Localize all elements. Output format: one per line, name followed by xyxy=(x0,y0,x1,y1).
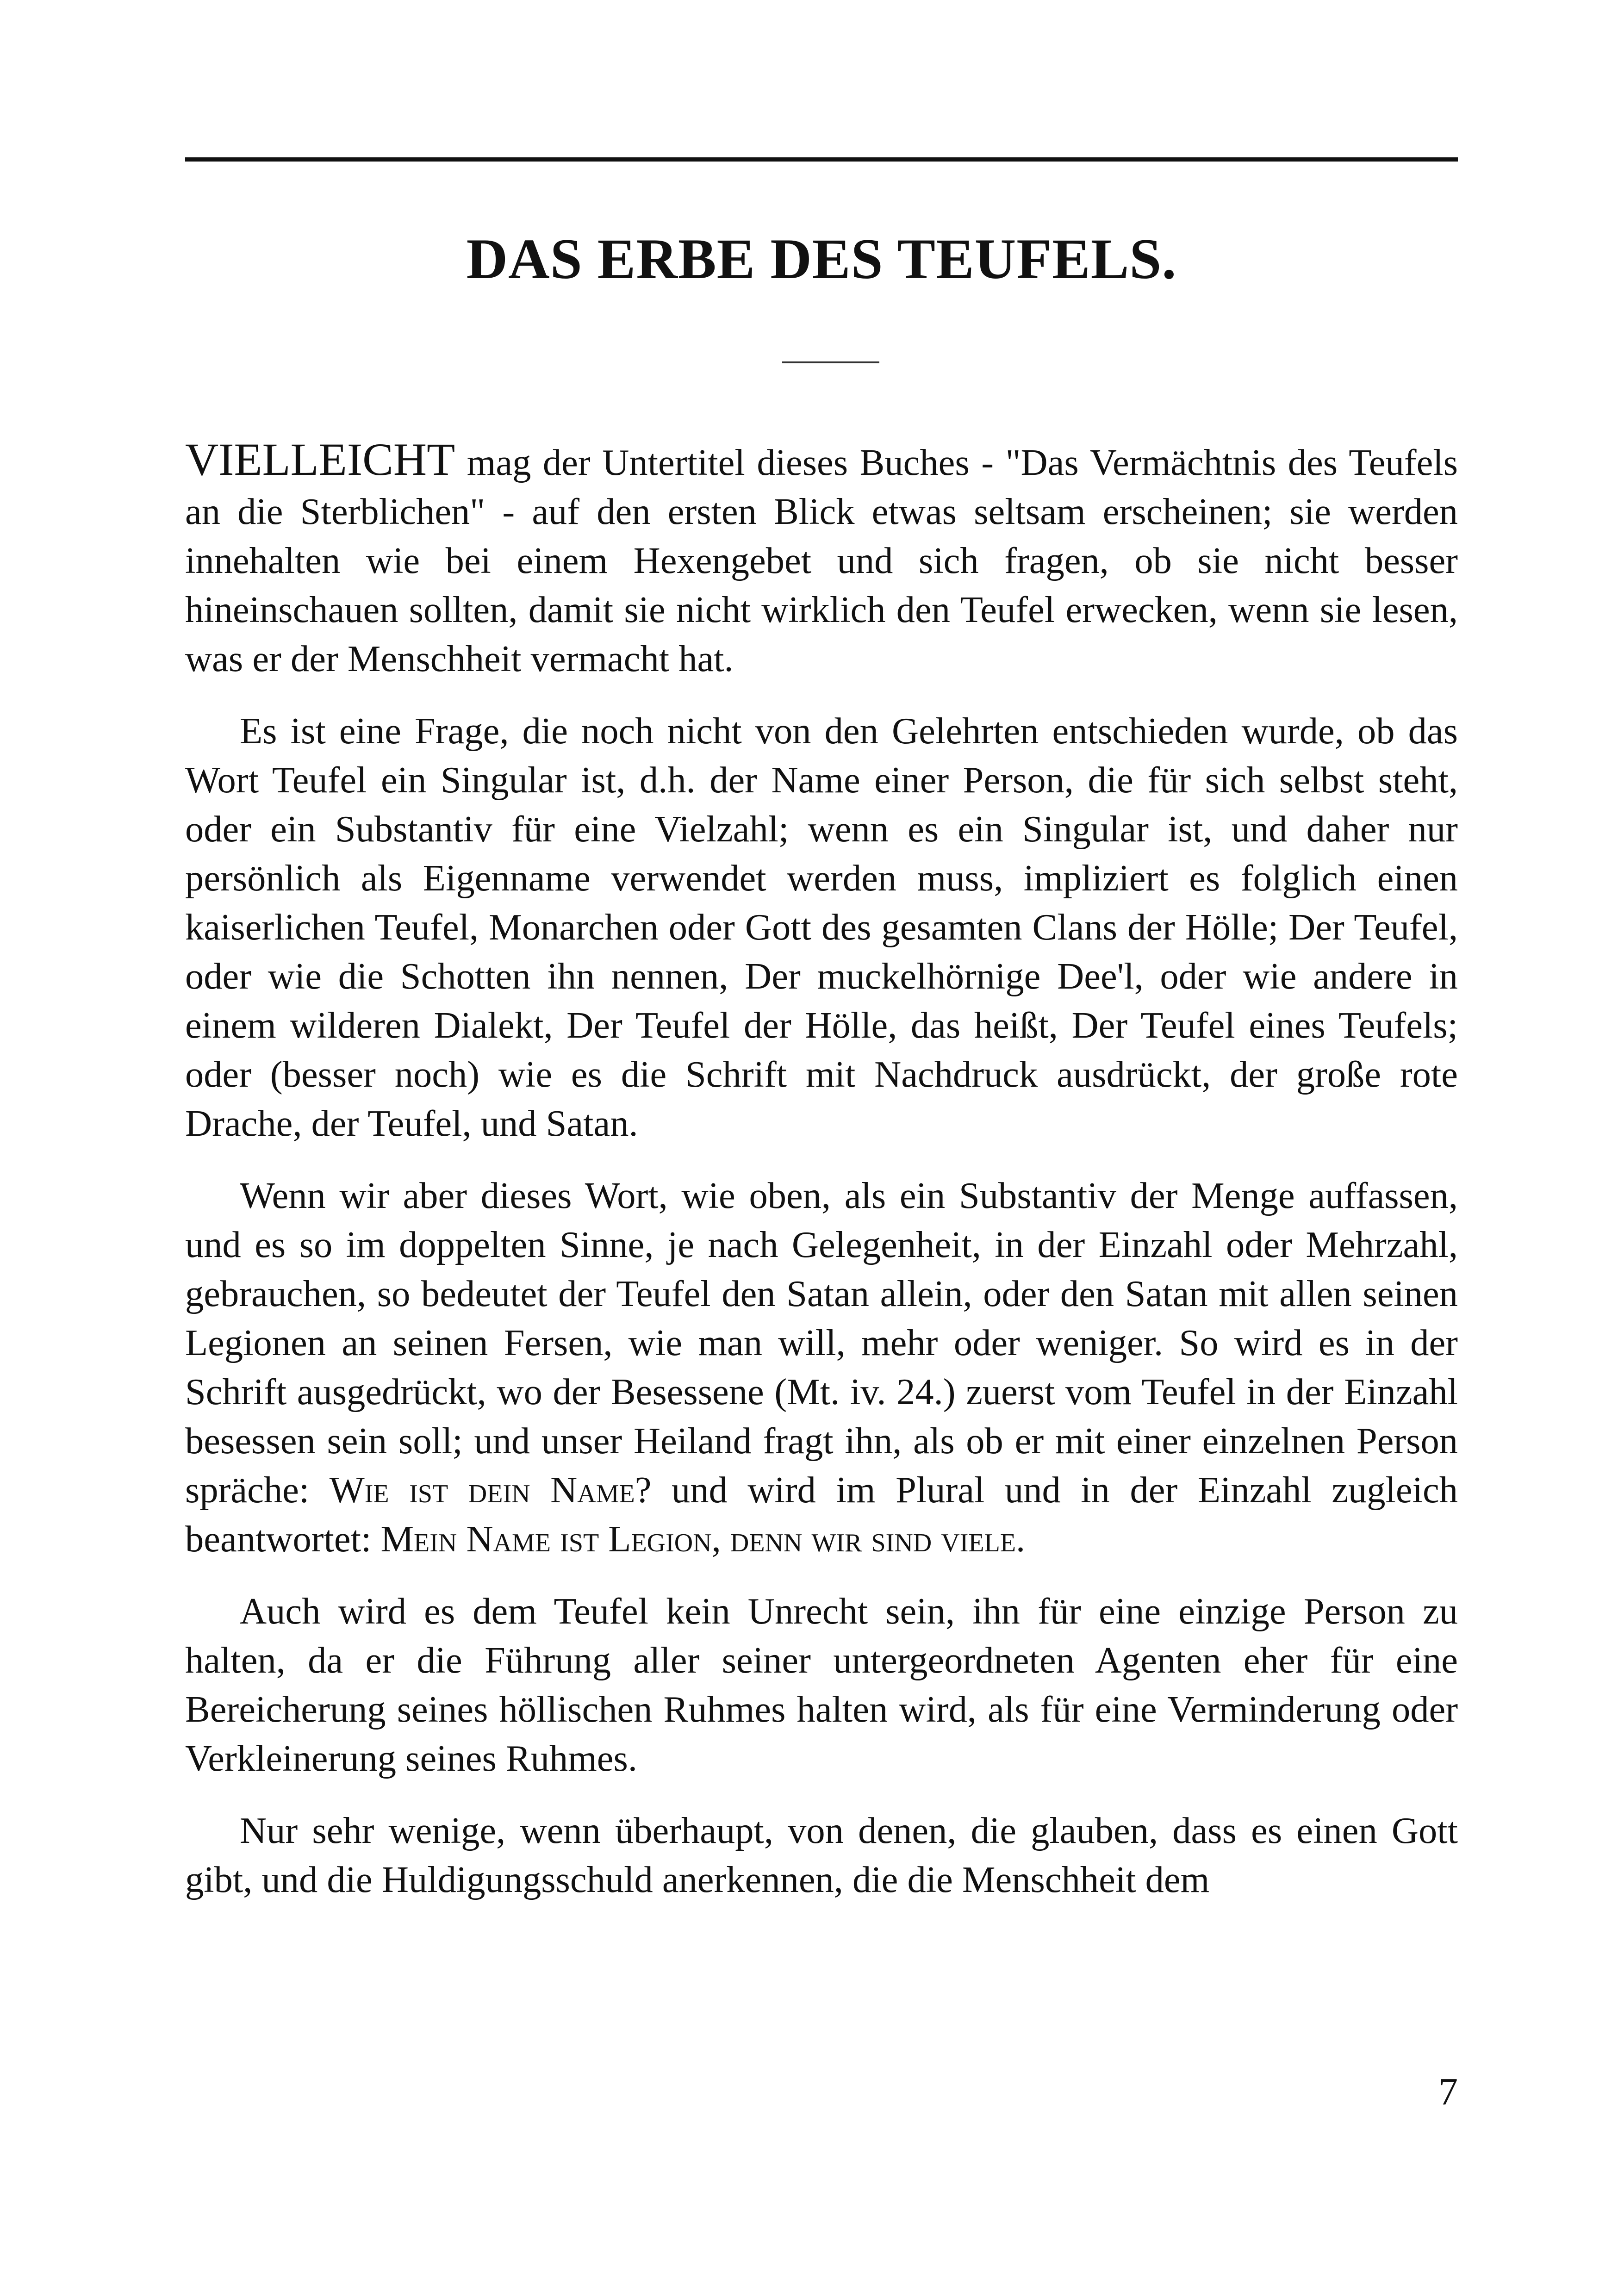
paragraph-3-text-after: . xyxy=(1016,1518,1026,1560)
body-text xyxy=(185,435,1458,1928)
quoted-question: Wie ist dein Name xyxy=(329,1469,635,1511)
header-rule xyxy=(185,157,1458,162)
paragraph-2: Es ist eine Frage, die noch nicht von den Gelehrten entschieden wurde, ob das Wort Teufel ein Singular ist, d.h. der Name einer Person, die für sich selbst steht, oder ein Substantiv für eine Vielzahl; wenn es ein Singular ist, und daher nur persönlich als Eigenname verwendet werden muss, impliziert es folglich einen kaiserlichen Teufel, Monarchen oder Gott des gesamten Clans der Hölle; Der Teufel, oder wie die Schotten ihn nennen, Der muckelhörnige Dee'l, oder wie andere in einem wilderen Dialekt, Der Teufel der Hölle, das heißt, Der Teufel eines Teufels; oder (besser noch) wie es die Schrift mit Nachdruck ausdrückt, der große rote Drache, der Teufel, und Satan. xyxy=(185,710,1458,1144)
paragraph-5: Nur sehr wenige, wenn überhaupt, von denen, die glauben, dass es einen Gott gibt, und die Huldigungsschuld anerkennen, die die Menschheit dem xyxy=(185,1810,1458,1900)
paragraph-lead-word: VIELLEICHT xyxy=(185,434,455,485)
quoted-answer: Mein Name ist Legion, denn wir sind viele xyxy=(380,1518,1016,1560)
paragraph-3-text-middle: ? und wird im Plural und in der Einzahl zugleich beantwortet: xyxy=(185,1469,1458,1560)
paragraph-1-text: mag der Untertitel dieses Buches - "Das Vermächtnis des Teufels an die Sterblichen" - auf den ersten Blick etwas seltsam erscheinen; sie werden innehalten wie bei einem Hexengebet und sich fragen, ob sie nicht besser hineinschauen sollten, damit sie nicht wirklich den Teufel erwecken, wenn sie lesen, was er der Menschheit vermacht hat. xyxy=(185,442,1458,679)
chapter-title: DAS ERBE DES TEUFELS. xyxy=(466,227,1177,291)
paragraph-3-text-before: Wenn wir aber dieses Wort, wie oben, als ein Substantiv der Menge auffassen, und es so im doppelten Sinne, je nach Gelegenheit, in der Einzahl oder Mehrzahl, gebrauchen, so bedeutet der Teufel den Satan allein, oder den Satan mit allen seinen Legionen an seinen Fersen, wie man will, mehr oder weniger. So wird es in der Schrift ausgedrückt, wo der Besessene (Mt. iv. 24.) zuerst vom Teufel in der Einzahl besessen sein soll; und unser Heiland fragt ihn, als ob er mit einer einzelnen Person spräche: xyxy=(185,1175,1458,1511)
paragraph-3 xyxy=(185,1171,1458,1564)
paragraph-1 xyxy=(185,435,1458,684)
title-ornament-rule xyxy=(782,361,879,363)
paragraph-4: Auch wird es dem Teufel kein Unrecht sein, ihn für eine einzige Person zu halten, da er die Führung aller seiner untergeordneten Agenten eher für eine Bereicherung seines höllischen Ruhmes halten wird, als für eine Verminderung oder Verkleinerung seines Ruhmes. xyxy=(185,1591,1458,1779)
page-number: 7 xyxy=(1438,2070,1458,2113)
